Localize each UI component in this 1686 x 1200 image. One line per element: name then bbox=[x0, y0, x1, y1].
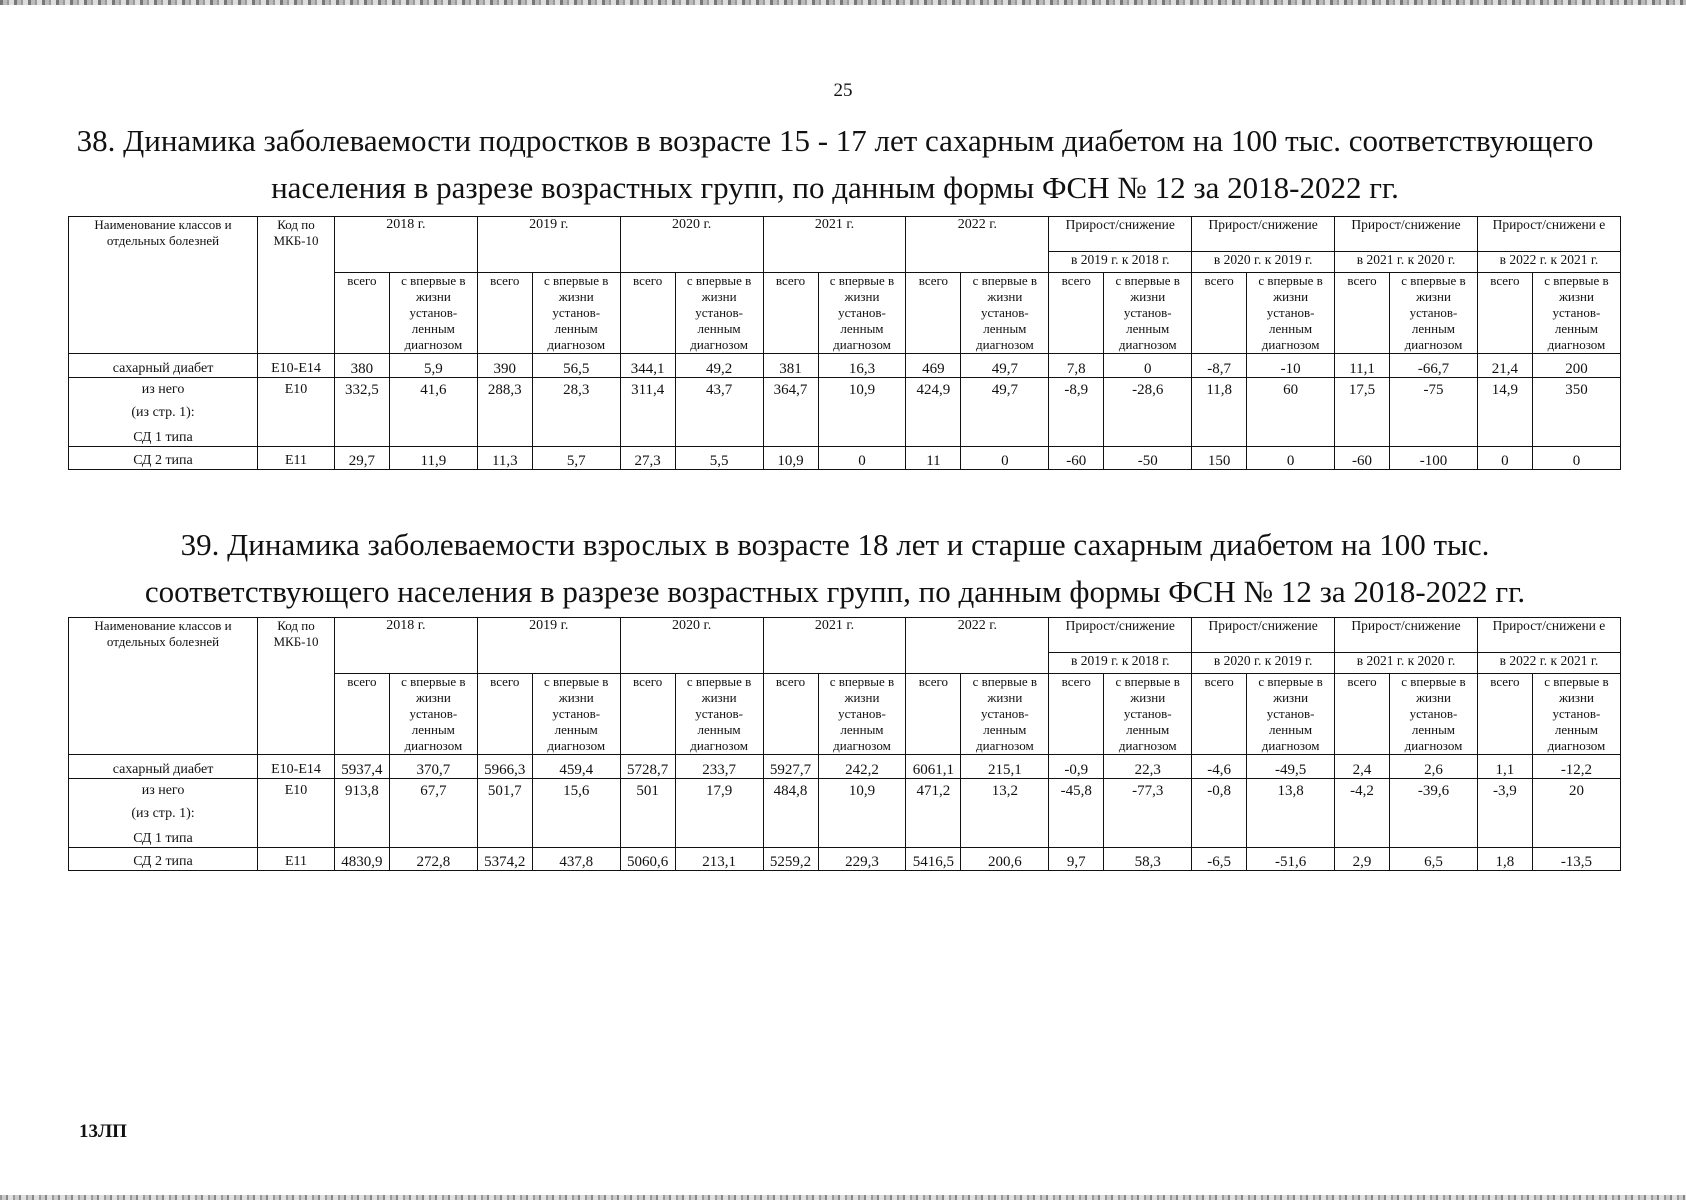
cell-value: 437,8 bbox=[532, 848, 620, 871]
row-code: E11 bbox=[258, 848, 335, 871]
cell-value: -50 bbox=[1104, 447, 1192, 470]
header-growth-period: в 2022 г. к 2021 г. bbox=[1477, 653, 1620, 674]
cell-value: 10,9 bbox=[818, 378, 906, 447]
header-growth-period: в 2019 г. к 2018 г. bbox=[1049, 653, 1192, 674]
header-first-diagnosed: с впервые в жизни установ-ленным диагнозом bbox=[961, 273, 1049, 354]
header-total: всего bbox=[763, 674, 818, 755]
cell-value: 332,5 bbox=[334, 378, 389, 447]
scan-edge-top bbox=[0, 0, 1686, 5]
header-total: всего bbox=[1477, 273, 1532, 354]
header-year: 2018 г. bbox=[334, 217, 477, 273]
row-name: из него bbox=[69, 378, 258, 406]
cell-value: 350 bbox=[1532, 378, 1620, 447]
cell-value: 242,2 bbox=[818, 755, 906, 779]
cell-value: 29,7 bbox=[334, 447, 389, 470]
table-39 bbox=[68, 617, 1621, 871]
cell-value: 0 bbox=[1532, 447, 1620, 470]
header-first-diagnosed: с впервые в жизни установ-ленным диагнозом bbox=[389, 674, 477, 755]
header-growth: Прирост/снижени е bbox=[1477, 217, 1620, 252]
cell-value: -8,9 bbox=[1049, 378, 1104, 447]
cell-value: -100 bbox=[1390, 447, 1478, 470]
header-year: 2022 г. bbox=[906, 217, 1049, 273]
header-total: всего bbox=[1049, 273, 1104, 354]
cell-value: 2,4 bbox=[1335, 755, 1390, 779]
cell-value: -39,6 bbox=[1390, 779, 1478, 848]
header-name: Наименование классов и отдельных болезней bbox=[69, 618, 258, 755]
cell-value: 344,1 bbox=[620, 354, 675, 378]
cell-value: 49,2 bbox=[675, 354, 763, 378]
header-total: всего bbox=[763, 273, 818, 354]
header-growth-period: в 2021 г. к 2020 г. bbox=[1335, 653, 1478, 674]
cell-value: 459,4 bbox=[532, 755, 620, 779]
header-first-diagnosed: с впервые в жизни установ-ленным диагнозом bbox=[961, 674, 1049, 755]
table-row bbox=[69, 447, 1621, 470]
cell-value: 1,1 bbox=[1477, 755, 1532, 779]
row-code: E10-E14 bbox=[258, 354, 335, 378]
header-first-diagnosed: с впервые в жизни установ-ленным диагнозом bbox=[1532, 273, 1620, 354]
cell-value: 311,4 bbox=[620, 378, 675, 447]
row-code: E10-E14 bbox=[258, 755, 335, 779]
cell-value: 11,1 bbox=[1335, 354, 1390, 378]
header-first-diagnosed: с впервые в жизни установ-ленным диагнозом bbox=[818, 674, 906, 755]
table-row bbox=[69, 848, 1621, 871]
header-total: всего bbox=[1192, 674, 1247, 755]
table-38 bbox=[68, 216, 1621, 470]
cell-value: 56,5 bbox=[532, 354, 620, 378]
header-first-diagnosed: с впервые в жизни установ-ленным диагнозом bbox=[1104, 273, 1192, 354]
header-first-diagnosed: с впервые в жизни установ-ленным диагнозом bbox=[1390, 674, 1478, 755]
row-name: СД 2 типа bbox=[69, 447, 258, 470]
cell-value: 6,5 bbox=[1390, 848, 1478, 871]
row-name: сахарный диабет bbox=[69, 354, 258, 378]
header-growth: Прирост/снижение bbox=[1049, 618, 1192, 653]
cell-value: 6061,1 bbox=[906, 755, 961, 779]
cell-value: -3,9 bbox=[1477, 779, 1532, 848]
cell-value: 5,7 bbox=[532, 447, 620, 470]
header-total: всего bbox=[334, 273, 389, 354]
page-number: 25 bbox=[833, 80, 853, 101]
cell-value: 58,3 bbox=[1104, 848, 1192, 871]
header-growth-period: в 2022 г. к 2021 г. bbox=[1477, 252, 1620, 273]
header-year: 2020 г. bbox=[620, 618, 763, 674]
row-name: сахарный диабет bbox=[69, 755, 258, 779]
cell-value: 1,8 bbox=[1477, 848, 1532, 871]
cell-value: 11,9 bbox=[389, 447, 477, 470]
cell-value: 380 bbox=[334, 354, 389, 378]
cell-value: 21,4 bbox=[1477, 354, 1532, 378]
cell-value: 5259,2 bbox=[763, 848, 818, 871]
cell-value: 5060,6 bbox=[620, 848, 675, 871]
cell-value: 13,8 bbox=[1247, 779, 1335, 848]
cell-value: 0 bbox=[1247, 447, 1335, 470]
cell-value: -51,6 bbox=[1247, 848, 1335, 871]
cell-value: 20 bbox=[1532, 779, 1620, 848]
header-year: 2021 г. bbox=[763, 618, 906, 674]
header-growth: Прирост/снижение bbox=[1335, 618, 1478, 653]
cell-value: 469 bbox=[906, 354, 961, 378]
header-year: 2018 г. bbox=[334, 618, 477, 674]
cell-value: 229,3 bbox=[818, 848, 906, 871]
header-total: всего bbox=[477, 674, 532, 755]
row-name: (из стр. 1): bbox=[69, 806, 258, 829]
header-first-diagnosed: с впервые в жизни установ-ленным диагнозом bbox=[532, 674, 620, 755]
cell-value: 200,6 bbox=[961, 848, 1049, 871]
header-first-diagnosed: с впервые в жизни установ-ленным диагнозом bbox=[1104, 674, 1192, 755]
header-total: всего bbox=[1335, 273, 1390, 354]
cell-value: -13,5 bbox=[1532, 848, 1620, 871]
row-code: E11 bbox=[258, 447, 335, 470]
row-name: СД 2 типа bbox=[69, 848, 258, 871]
cell-value: 41,6 bbox=[389, 378, 477, 447]
header-total: всего bbox=[1335, 674, 1390, 755]
footer-code: 13ЛП bbox=[79, 1121, 127, 1142]
cell-value: -0,8 bbox=[1192, 779, 1247, 848]
scan-edge-bottom bbox=[0, 1195, 1686, 1200]
cell-value: 10,9 bbox=[763, 447, 818, 470]
header-code: Код по МКБ-10 bbox=[258, 618, 335, 755]
cell-value: 7,8 bbox=[1049, 354, 1104, 378]
header-first-diagnosed: с впервые в жизни установ-ленным диагнозом bbox=[1532, 674, 1620, 755]
cell-value: 0 bbox=[818, 447, 906, 470]
cell-value: 11 bbox=[906, 447, 961, 470]
header-first-diagnosed: с впервые в жизни установ-ленным диагнозом bbox=[675, 273, 763, 354]
header-total: всего bbox=[906, 273, 961, 354]
cell-value: 67,7 bbox=[389, 779, 477, 848]
cell-value: 5927,7 bbox=[763, 755, 818, 779]
cell-value: 2,9 bbox=[1335, 848, 1390, 871]
row-name: (из стр. 1): bbox=[69, 405, 258, 428]
cell-value: 501 bbox=[620, 779, 675, 848]
cell-value: 0 bbox=[1477, 447, 1532, 470]
header-total: всего bbox=[1049, 674, 1104, 755]
cell-value: 381 bbox=[763, 354, 818, 378]
table-38-title: 38. Динамика заболеваемости подростков в возрасте 15 - 17 лет сахарным диабетом на 100 тыс. соответствующего населения в разрезе возрастных групп, по данным формы ФСН № 12 за 2018-2022 гг. bbox=[76, 123, 1594, 205]
cell-value: 200 bbox=[1532, 354, 1620, 378]
header-total: всего bbox=[1477, 674, 1532, 755]
cell-value: 60 bbox=[1247, 378, 1335, 447]
cell-value: 5,5 bbox=[675, 447, 763, 470]
row-name: СД 1 типа bbox=[69, 829, 258, 848]
cell-value: 14,9 bbox=[1477, 378, 1532, 447]
cell-value: 49,7 bbox=[961, 378, 1049, 447]
cell-value: 364,7 bbox=[763, 378, 818, 447]
header-total: всего bbox=[1192, 273, 1247, 354]
row-name: СД 1 типа bbox=[69, 428, 258, 447]
cell-value: 5374,2 bbox=[477, 848, 532, 871]
cell-value: -4,2 bbox=[1335, 779, 1390, 848]
row-code: E10 bbox=[258, 779, 335, 848]
cell-value: 471,2 bbox=[906, 779, 961, 848]
table-row bbox=[69, 378, 1621, 406]
header-code: Код по МКБ-10 bbox=[258, 217, 335, 354]
header-first-diagnosed: с впервые в жизни установ-ленным диагнозом bbox=[1247, 674, 1335, 755]
cell-value: 913,8 bbox=[334, 779, 389, 848]
cell-value: -45,8 bbox=[1049, 779, 1104, 848]
header-first-diagnosed: с впервые в жизни установ-ленным диагнозом bbox=[1390, 273, 1478, 354]
header-name: Наименование классов и отдельных болезней bbox=[69, 217, 258, 354]
cell-value: -8,7 bbox=[1192, 354, 1247, 378]
row-name: из него bbox=[69, 779, 258, 807]
cell-value: 5728,7 bbox=[620, 755, 675, 779]
header-first-diagnosed: с впервые в жизни установ-ленным диагнозом bbox=[389, 273, 477, 354]
cell-value: 4830,9 bbox=[334, 848, 389, 871]
header-year: 2019 г. bbox=[477, 217, 620, 273]
cell-value: 16,3 bbox=[818, 354, 906, 378]
cell-value: -49,5 bbox=[1247, 755, 1335, 779]
header-first-diagnosed: с впервые в жизни установ-ленным диагнозом bbox=[675, 674, 763, 755]
cell-value: -77,3 bbox=[1104, 779, 1192, 848]
cell-value: 288,3 bbox=[477, 378, 532, 447]
cell-value: 215,1 bbox=[961, 755, 1049, 779]
cell-value: 5937,4 bbox=[334, 755, 389, 779]
cell-value: 0 bbox=[1104, 354, 1192, 378]
table-row bbox=[69, 779, 1621, 807]
cell-value: -10 bbox=[1247, 354, 1335, 378]
table-row bbox=[69, 354, 1621, 378]
cell-value: 5,9 bbox=[389, 354, 477, 378]
cell-value: 27,3 bbox=[620, 447, 675, 470]
cell-value: 5966,3 bbox=[477, 755, 532, 779]
cell-value: 2,6 bbox=[1390, 755, 1478, 779]
header-first-diagnosed: с впервые в жизни установ-ленным диагнозом bbox=[818, 273, 906, 354]
cell-value: 370,7 bbox=[389, 755, 477, 779]
cell-value: 5416,5 bbox=[906, 848, 961, 871]
table-row bbox=[69, 755, 1621, 779]
header-year: 2021 г. bbox=[763, 217, 906, 273]
cell-value: 11,8 bbox=[1192, 378, 1247, 447]
cell-value: 10,9 bbox=[818, 779, 906, 848]
cell-value: 0 bbox=[961, 447, 1049, 470]
header-year: 2022 г. bbox=[906, 618, 1049, 674]
row-code: E10 bbox=[258, 378, 335, 447]
cell-value: -60 bbox=[1335, 447, 1390, 470]
header-first-diagnosed: с впервые в жизни установ-ленным диагнозом bbox=[532, 273, 620, 354]
cell-value: 43,7 bbox=[675, 378, 763, 447]
header-growth-period: в 2020 г. к 2019 г. bbox=[1192, 653, 1335, 674]
cell-value: 484,8 bbox=[763, 779, 818, 848]
cell-value: 501,7 bbox=[477, 779, 532, 848]
cell-value: -0,9 bbox=[1049, 755, 1104, 779]
header-growth: Прирост/снижени е bbox=[1477, 618, 1620, 653]
cell-value: 272,8 bbox=[389, 848, 477, 871]
cell-value: -12,2 bbox=[1532, 755, 1620, 779]
cell-value: 233,7 bbox=[675, 755, 763, 779]
header-growth: Прирост/снижение bbox=[1192, 618, 1335, 653]
cell-value: 424,9 bbox=[906, 378, 961, 447]
cell-value: -60 bbox=[1049, 447, 1104, 470]
header-growth-period: в 2020 г. к 2019 г. bbox=[1192, 252, 1335, 273]
cell-value: 213,1 bbox=[675, 848, 763, 871]
header-total: всего bbox=[620, 273, 675, 354]
cell-value: 9,7 bbox=[1049, 848, 1104, 871]
table-39-title: 39. Динамика заболеваемости взрослых в возрасте 18 лет и старше сахарным диабетом на 100 тыс. соответствующего населения в разрезе возрастных групп, по данным формы ФСН № 12 за 2018-2022 гг. bbox=[144, 527, 1526, 609]
cell-value: -4,6 bbox=[1192, 755, 1247, 779]
header-growth-period: в 2021 г. к 2020 г. bbox=[1335, 252, 1478, 273]
cell-value: 17,9 bbox=[675, 779, 763, 848]
cell-value: -66,7 bbox=[1390, 354, 1478, 378]
header-growth: Прирост/снижение bbox=[1049, 217, 1192, 252]
header-first-diagnosed: с впервые в жизни установ-ленным диагнозом bbox=[1247, 273, 1335, 354]
cell-value: 11,3 bbox=[477, 447, 532, 470]
cell-value: 17,5 bbox=[1335, 378, 1390, 447]
cell-value: 28,3 bbox=[532, 378, 620, 447]
header-total: всего bbox=[906, 674, 961, 755]
header-year: 2020 г. bbox=[620, 217, 763, 273]
cell-value: 49,7 bbox=[961, 354, 1049, 378]
cell-value: 390 bbox=[477, 354, 532, 378]
header-total: всего bbox=[334, 674, 389, 755]
cell-value: 150 bbox=[1192, 447, 1247, 470]
cell-value: 15,6 bbox=[532, 779, 620, 848]
header-growth-period: в 2019 г. к 2018 г. bbox=[1049, 252, 1192, 273]
header-year: 2019 г. bbox=[477, 618, 620, 674]
header-growth: Прирост/снижение bbox=[1335, 217, 1478, 252]
cell-value: -28,6 bbox=[1104, 378, 1192, 447]
cell-value: -6,5 bbox=[1192, 848, 1247, 871]
header-total: всего bbox=[477, 273, 532, 354]
header-growth: Прирост/снижение bbox=[1192, 217, 1335, 252]
cell-value: 13,2 bbox=[961, 779, 1049, 848]
cell-value: -75 bbox=[1390, 378, 1478, 447]
cell-value: 22,3 bbox=[1104, 755, 1192, 779]
header-total: всего bbox=[620, 674, 675, 755]
